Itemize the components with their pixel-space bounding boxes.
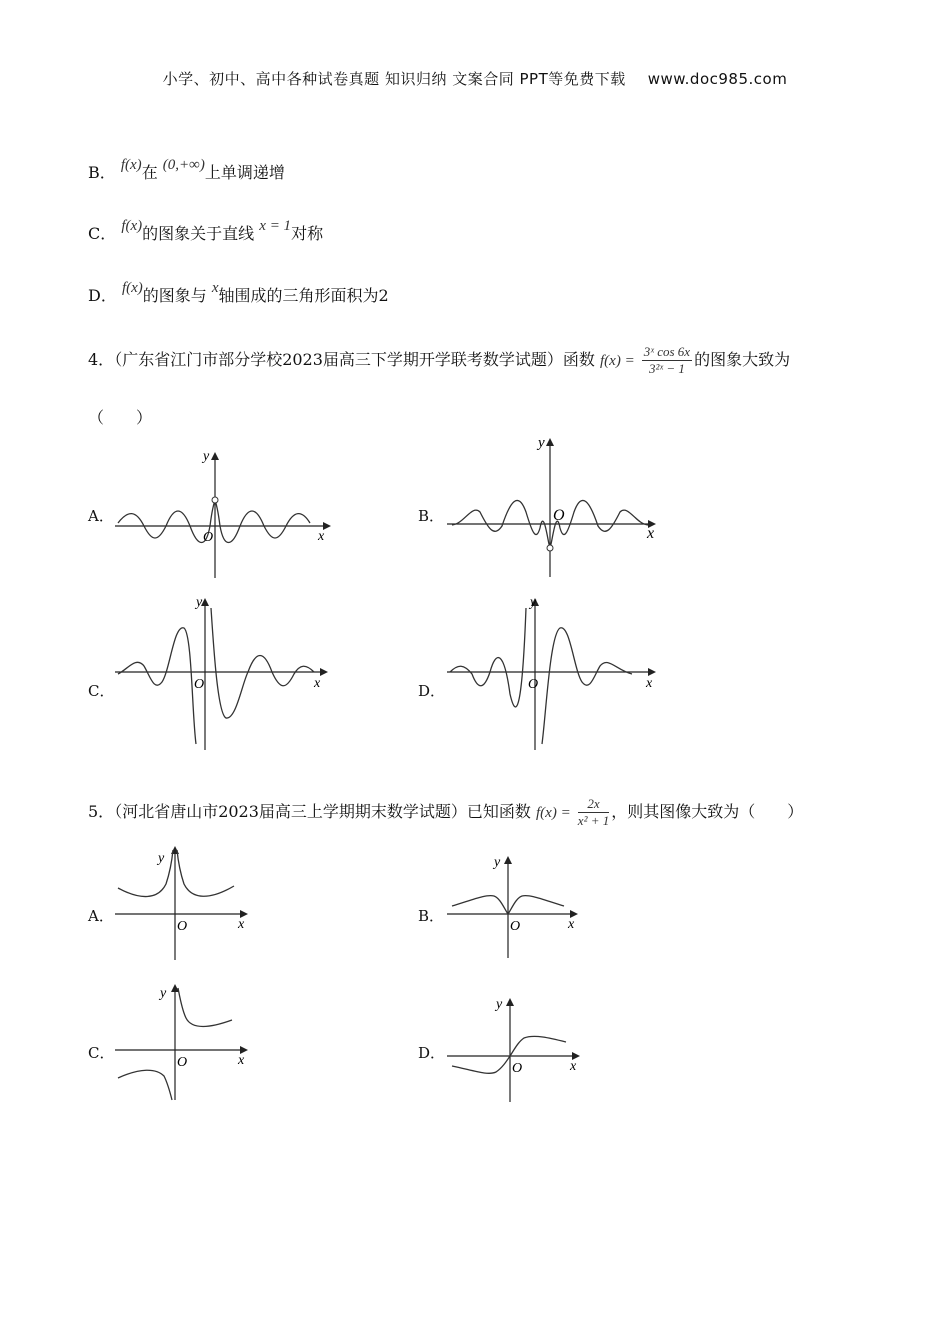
curve-right <box>542 628 632 744</box>
q4-label-c: C． <box>88 682 115 700</box>
svg-text:y: y <box>530 595 537 610</box>
curve-right <box>211 608 314 718</box>
svg-text:x: x <box>646 676 653 691</box>
svg-text:y: y <box>203 449 210 464</box>
interval-math: (0,+∞) <box>162 157 205 173</box>
q4-label-b: B． <box>418 507 445 525</box>
q5-label-b: B． <box>418 907 445 925</box>
svg-text:x: x <box>314 676 321 691</box>
q5-graph-b <box>442 850 587 962</box>
q3-option-b: B． f(x)在 (0,+∞)上单调递增 <box>88 157 285 182</box>
q5-label-a: A． <box>88 907 114 925</box>
svg-text:y: y <box>496 997 503 1012</box>
page-header <box>0 68 950 89</box>
curve <box>452 1036 566 1073</box>
q4-label-a: A． <box>88 507 114 525</box>
q4-graph-b <box>442 432 664 580</box>
svg-text:O: O <box>528 677 539 692</box>
q5-label-d: D． <box>418 1044 446 1062</box>
curve-left <box>118 1070 172 1100</box>
q3-option-c: C． f(x)的图象关于直线 x = 1对称 <box>88 218 324 243</box>
q4-label-d: D． <box>418 682 446 700</box>
svg-text:y: y <box>494 855 501 870</box>
svg-text:O: O <box>553 507 565 524</box>
svg-text:O: O <box>194 677 205 692</box>
q5-graph-a <box>110 842 255 964</box>
fx-math: f(x) <box>120 157 142 173</box>
q4-paren: （ ） <box>88 408 153 427</box>
q3-option-d: D． f(x)的图象与 x轴围成的三角形面积为2 <box>88 280 389 305</box>
q5-fraction: $\frac{2x}{\text{x² + 1}}$ <box>577 796 610 828</box>
svg-text:x: x <box>238 1053 245 1068</box>
svg-text:O: O <box>512 1061 523 1076</box>
svg-text:O: O <box>510 919 521 934</box>
curve-left <box>450 608 526 707</box>
q4-fraction: $\frac{\text{3ˣ cos 6x}}{\text{3²ˣ − 1}}$ <box>643 344 691 376</box>
q5-label-c: C． <box>88 1044 115 1062</box>
q5-graph-d <box>442 994 587 1106</box>
q5-stem: 5．（河北省唐山市2023届高三上学期期末数学试题）已知函数 f(x) = $\frac{2x}{\text{x² + 1}}$ ，则其图像大致为（ ） <box>88 796 804 828</box>
svg-text:x: x <box>318 529 325 544</box>
svg-text:O: O <box>177 919 188 934</box>
svg-text:O: O <box>203 530 214 545</box>
header-site: www.doc985.com <box>647 70 788 88</box>
q4-graph-c <box>110 594 335 754</box>
header-text: 小学、初中、高中各种试卷真题 知识归纳 文案合同 PPT等免费下载 <box>162 70 626 88</box>
curve-left <box>118 850 173 897</box>
svg-text:x: x <box>238 917 245 932</box>
q4-stem: 4．（广东省江门市部分学校2023届高三下学期开学联考数学试题）函数 f(x) = $\frac{\text{3ˣ cos 6x}}{\text{3²ˣ − 1}}$ 的图象大致为 <box>88 344 791 376</box>
svg-text:y: y <box>196 595 203 610</box>
curve-left <box>118 628 196 744</box>
q5-graph-c <box>110 980 255 1104</box>
curve-right <box>177 850 234 896</box>
svg-text:y: y <box>160 986 167 1001</box>
svg-text:O: O <box>177 1055 188 1070</box>
svg-text:x: x <box>570 1059 577 1074</box>
svg-text:y: y <box>158 851 165 866</box>
svg-text:x: x <box>647 525 655 542</box>
q4-graph-a <box>110 448 335 580</box>
svg-text:y: y <box>538 435 545 451</box>
curve-right <box>178 988 232 1027</box>
svg-text:x: x <box>568 917 575 932</box>
q4-graph-d <box>442 594 664 754</box>
curve <box>118 500 310 543</box>
